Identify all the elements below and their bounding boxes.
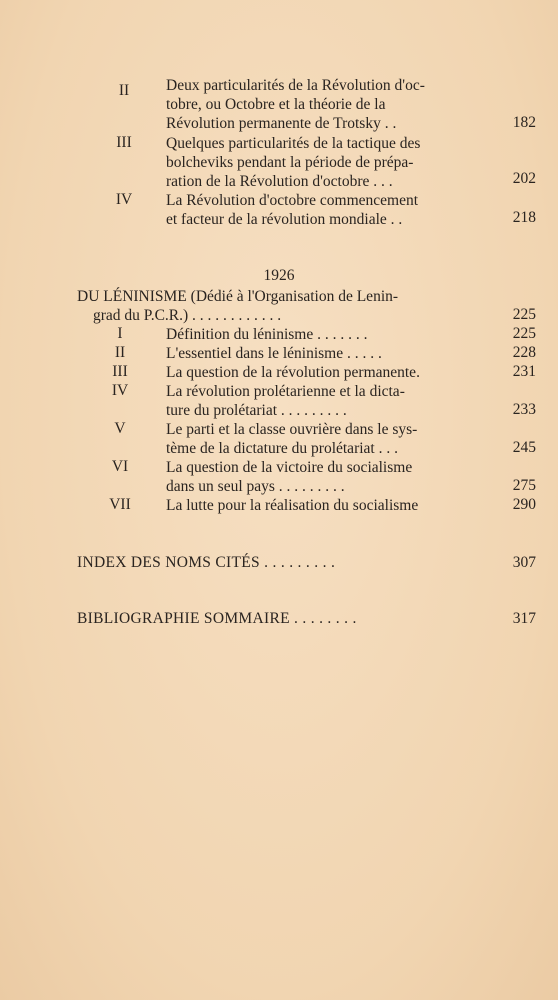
title-line: La lutte pour la réalisation du socialisme [166,497,419,514]
page-number: 202 [512,170,536,187]
index-label: INDEX DES NOMS CITÉS . . . . . . . . . [77,554,336,571]
chapter-numeral: II [118,82,130,99]
title-line: DU LÉNINISME (Dédié à l'Organisation de Lenin- [77,288,399,305]
chapter-numeral: VII [109,496,131,513]
chapter-title [166,344,488,363]
page-number: 225 [512,325,536,342]
title-line: tobre, ou Octobre et la théorie de la [166,96,386,113]
page-number: 290 [512,496,536,513]
page-number: 182 [512,114,536,131]
chapter-numeral: V [114,420,126,437]
page-number: 233 [512,401,536,418]
title-line: grad du P.C.R.) . . . . . . . . . . . . [93,307,282,324]
chapter-title [166,325,488,344]
chapter-title [166,191,488,229]
title-line: Deux particularités de la Révolution d'oc- [166,77,425,94]
chapter-title [166,363,488,382]
title-line: ration de la Révolution d'octobre . . . [166,173,393,190]
chapter-title [166,496,488,515]
page-number: 307 [512,554,536,571]
year-heading: 1926 [263,267,295,284]
chapter-numeral: IV [115,191,133,208]
chapter-numeral: II [114,344,126,361]
page-number: 275 [512,477,536,494]
section-title [77,287,487,325]
title-line: Révolution permanente de Trotsky . . [166,115,397,132]
page-number: 225 [512,306,536,323]
chapter-title [166,382,488,420]
chapter-numeral: IV [111,382,129,399]
title-line: Définition du léninisme . . . . . . . [166,326,368,343]
title-line: tème de la dictature du prolétariat . . . [166,440,398,457]
page-number: 245 [512,439,536,456]
title-line: La question de la révolution permanente. [166,364,420,381]
title-line: L'essentiel dans le léninisme . . . . . [166,345,382,362]
title-line: La Révolution d'octobre commencement [166,192,419,209]
page-number: 228 [512,344,536,361]
bibliography-label: BIBLIOGRAPHIE SOMMAIRE . . . . . . . . [77,610,357,627]
chapter-numeral: III [116,134,132,151]
title-line: La révolution prolétarienne et la dicta- [166,383,405,400]
chapter-title [166,76,488,133]
chapter-title [166,134,488,191]
chapter-numeral: VI [111,458,129,475]
title-line: bolcheviks pendant la période de prépa- [166,154,414,171]
title-line: Quelques particularités de la tactique des [166,135,421,152]
page-number: 231 [512,363,536,380]
chapter-numeral: I [117,325,123,342]
page-number: 317 [512,610,536,627]
page-number: 218 [512,209,536,226]
chapter-title [166,458,488,496]
title-line: et facteur de la révolution mondiale . . [166,211,403,228]
chapter-numeral: III [112,363,128,380]
title-line: dans un seul pays . . . . . . . . . [166,478,345,495]
chapter-title [166,420,488,458]
title-line: ture du prolétariat . . . . . . . . . [166,402,347,419]
title-line: Le parti et la classe ouvrière dans le sys- [166,421,418,438]
title-line: La question de la victoire du socialisme [166,459,413,476]
